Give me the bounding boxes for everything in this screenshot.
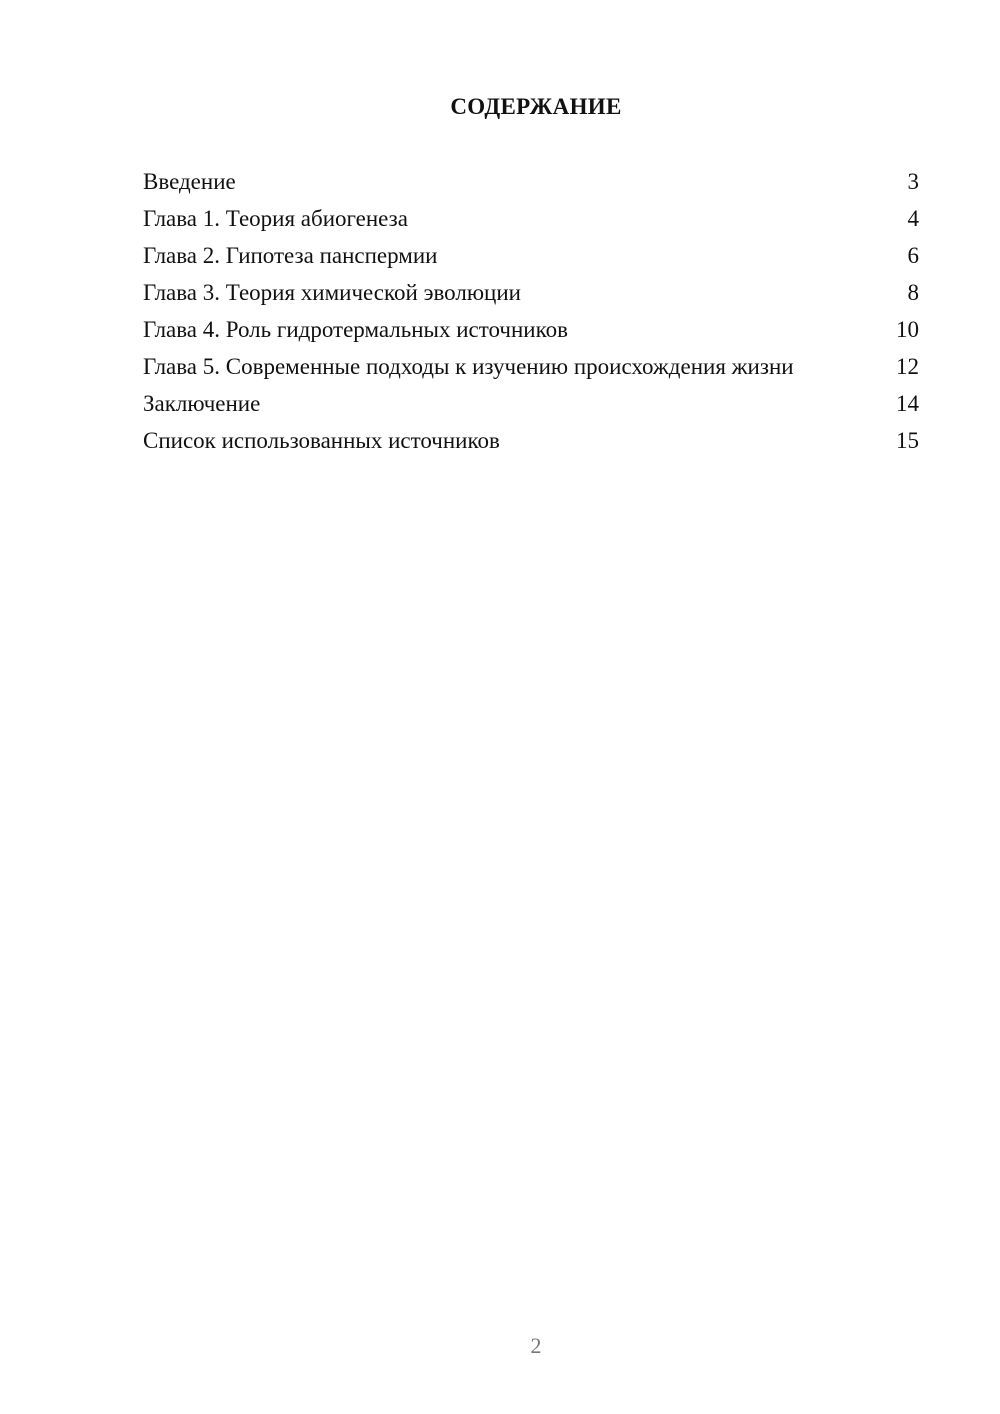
toc-item-label: Глава 1. Теория абиогенеза: [143, 206, 408, 231]
toc-item-chapter-3[interactable]: [143, 279, 919, 306]
toc-item-label: Глава 2. Гипотеза панспермии: [143, 243, 438, 268]
toc-item-page: 3: [907, 169, 919, 194]
toc-item-chapter-1[interactable]: [143, 205, 919, 232]
toc-item-conclusion[interactable]: [143, 390, 919, 417]
toc-item-chapter-2[interactable]: [143, 242, 919, 269]
toc-item-label: Глава 5. Современные подходы к изучению происхождения жизни: [143, 354, 794, 379]
toc-item-page: 14: [896, 391, 919, 416]
toc-item-page: 10: [896, 317, 919, 342]
toc-item-page: 12: [896, 354, 919, 379]
toc-item-label: Глава 3. Теория химической эволюции: [143, 280, 521, 305]
toc-item-label: Заключение: [143, 391, 261, 416]
page-number: 2: [530, 1333, 542, 1358]
toc-item-introduction[interactable]: [143, 168, 919, 195]
toc-item-label: Введение: [143, 169, 236, 194]
toc-item-page: 6: [907, 243, 919, 268]
toc-item-page: 15: [896, 428, 919, 453]
toc-item-page: 8: [907, 280, 919, 305]
toc-item-page: 4: [907, 206, 919, 231]
toc-item-label: Список использованных источников: [143, 428, 500, 453]
page-title: СОДЕРЖАНИЕ: [450, 94, 622, 119]
toc-item-chapter-5[interactable]: [143, 353, 919, 380]
toc-item-references[interactable]: [143, 427, 919, 454]
table-of-contents: [143, 168, 919, 464]
toc-item-label: Глава 4. Роль гидротермальных источников: [143, 317, 568, 342]
toc-item-chapter-4[interactable]: [143, 316, 919, 343]
